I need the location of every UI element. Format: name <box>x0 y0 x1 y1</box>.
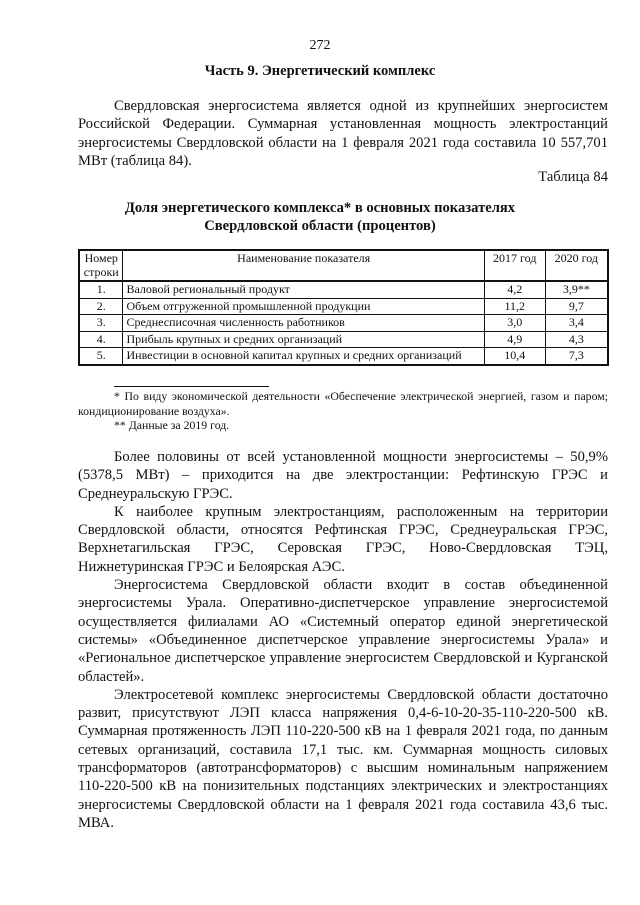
main-text <box>78 448 608 832</box>
intro-paragraph: Свердловская энергосистема является одной из крупнейших энергосистем Российской Федерации. Суммарная установленная мощность электростанций энергосистемы Свердловской области на 1 февраля 2021 года составила 10 557,701 МВт (таблица 84). <box>78 98 608 169</box>
row-number: 1. <box>79 281 123 298</box>
table-row <box>79 348 608 365</box>
footnote-2: ** Данные за 2019 год. <box>114 418 230 433</box>
row-value-2017: 10,4 <box>484 348 545 365</box>
table-title-line-1: Доля энергетического комплекса* в основных показателях <box>124 200 516 216</box>
table-title-line-2: Свердловской области (процентов) <box>204 218 436 234</box>
row-value-2017: 4,9 <box>484 331 545 348</box>
row-indicator-name: Инвестиции в основной капитал крупных и средних организаций <box>123 348 484 365</box>
paragraph: Энергосистема Свердловской области входит в состав объединенной энергосистемы Урала. Оперативно-диспетчерское управление энергосистемой осуществляется филиалами АО «Системный оператор единой энергетической системы» «Объединенное диспетчерское управление энергосистемы Урала» и «Региональное диспетчерское управление энергосистем Свердловской и Курганской областей». <box>78 577 608 685</box>
row-indicator-name: Объем отгруженной промышленной продукции <box>123 298 484 315</box>
row-number: 2. <box>79 298 123 315</box>
table-title <box>0 199 640 235</box>
row-value-2020: 3,9** <box>545 281 608 298</box>
row-value-2020: 4,3 <box>545 331 608 348</box>
row-indicator-name: Валовой региональный продукт <box>123 281 484 298</box>
row-number: 5. <box>79 348 123 365</box>
header-2020: 2020 год <box>545 250 608 281</box>
row-indicator-name: Среднесписочная численность работников <box>123 315 484 332</box>
footnotes <box>78 389 608 433</box>
intro-section <box>78 97 608 170</box>
chapter-title: Часть 9. Энергетический комплекс <box>204 63 436 79</box>
table-row <box>79 331 608 348</box>
paragraph: К наиболее крупным электростанциям, расположенным на территории Свердловской области, относятся Рефтинская ГРЭС, Среднеуральская ГРЭС, Верхнетагильская ГРЭС, Серовская ГРЭС, Ново-Свердловская ТЭЦ, Нижнетуринская ГРЭС и Белоярская АЭС. <box>78 503 608 575</box>
row-value-2017: 11,2 <box>484 298 545 315</box>
header-number: Номер строки <box>79 250 123 281</box>
row-number: 4. <box>79 331 123 348</box>
row-value-2020: 3,4 <box>545 315 608 332</box>
table-row <box>79 298 608 315</box>
table-row <box>79 315 608 332</box>
row-value-2020: 7,3 <box>545 348 608 365</box>
table-reference: Таблица 84 <box>538 169 608 185</box>
header-2017: 2017 год <box>484 250 545 281</box>
row-number: 3. <box>79 315 123 332</box>
footnote-divider <box>114 386 269 387</box>
paragraph: Электросетевой комплекс энергосистемы Свердловской области достаточно развит, присутствуют ЛЭП класса напряжения 0,4-6-10-20-35-110-220-500 кВ. Суммарная протяженность ЛЭП 110-220-500 кВ на 1 февраля 2021 года, по данным сетевых организаций, составила 17,1 тыс. км. Суммарная мощность силовых трансформаторов (автотрансформаторов) с высшим номинальным напряжением 110-220-500 кВ на понизительных подстанциях электрических и электростанциях энергосистемы Свердловской области на 1 февраля 2021 года составила 43,6 тыс. МВА. <box>78 686 608 831</box>
row-value-2017: 4,2 <box>484 281 545 298</box>
header-indicator-name: Наименование показателя <box>123 250 484 281</box>
page-number: 272 <box>309 38 331 53</box>
footnote-1: * По виду экономической деятельности «Обеспечение электрической энергией, газом и паром; кондиционирование воздуха». <box>78 389 608 418</box>
row-value-2017: 3,0 <box>484 315 545 332</box>
indicators-table <box>78 249 609 366</box>
table-header-row <box>79 250 608 281</box>
paragraph: Более половины от всей установленной мощности энергосистемы – 50,9% (5378,5 МВт) – приходится на две электростанции: Рефтинскую ГРЭС и Среднеуральскую ГРЭС. <box>78 449 608 502</box>
row-indicator-name: Прибыль крупных и средних организаций <box>123 331 484 348</box>
row-value-2020: 9,7 <box>545 298 608 315</box>
table-row <box>79 281 608 298</box>
